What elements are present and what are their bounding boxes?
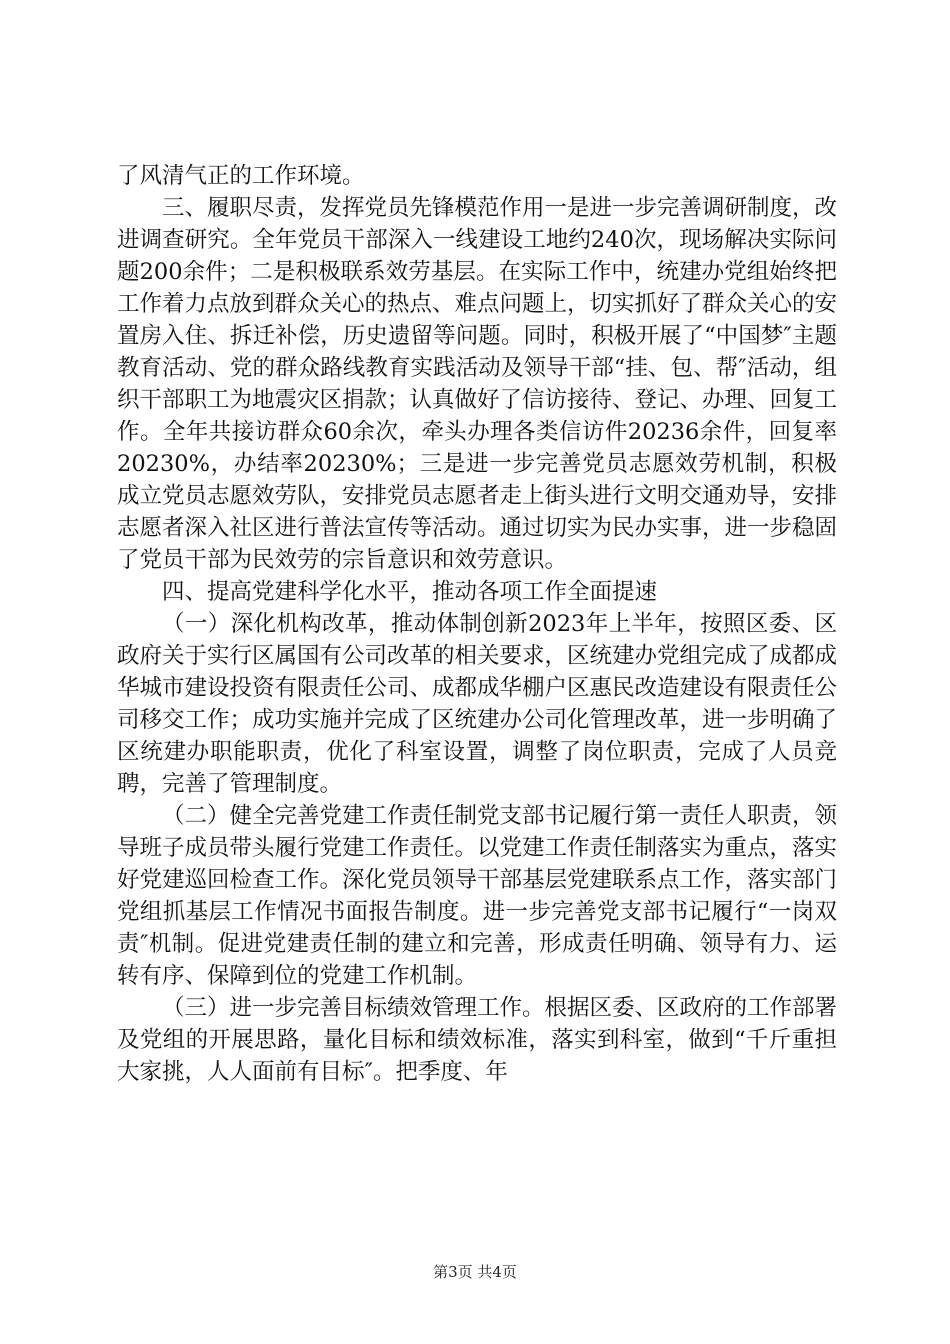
paragraph-subsection-1: （一）深化机构改革，推动体制创新2023年上半年，按照区委、区政府关于实行区属国有公司改革的相关要求，区统建办党组完成了成都成华城市建设投资有限责任公司、成都成华棚户区惠民改造建设有限责任公司移交工作；成功实施并完成了区统建办公司化管理改革，进一步明确了区统建办职能职责，优化了科室设置，调整了岗位职责，完成了人员竞聘，完善了管理制度。 <box>117 611 838 797</box>
page-number-footer: 第3页 共4页 <box>433 1263 517 1281</box>
paragraph-section-4-heading: 四、提高党建科学化水平，推动各项工作全面提速 <box>162 579 658 605</box>
paragraph-continuation: 了风清气正的工作环境。 <box>117 163 365 189</box>
paragraph-subsection-2: （二）健全完善党建工作责任制党支部书记履行第一责任人职责，领导班子成员带头履行党建工作责任。以党建工作责任制落实为重点，落实好党建巡回检查工作。深化党员领导干部基层党建联系点工作，落实部门党组抓基层工作情况书面报告制度。进一步完善党支部书记履行“一岗双责″机制。促进党建责任制的建立和完善，形成责任明确、领导有力、运转有序、保障到位的党建工作机制。 <box>117 803 838 989</box>
document-body <box>117 160 837 1088</box>
paragraph-section-3: 三、履职尽责，发挥党员先锋模范作用一是进一步完善调研制度，改进调查研究。全年党员干部深入一线建设工地约240次，现场解决实际问题200余件；二是积极联系效劳基层。在实际工作中，统建办党组始终把工作着力点放到群众关心的热点、难点问题上，切实抓好了群众关心的安置房入住、拆迁补偿，历史遗留等问题。同时，积极开展了“中国梦″主题教育活动、党的群众路线教育实践活动及领导干部“挂、包、帮″活动，组织干部职工为地震灾区捐款；认真做好了信访接待、登记、办理、回复工作。全年共接访群众60余次，牵头办理各类信访件20236余件，回复率20230%，办结率20230%；三是进一步完善党员志愿效劳机制，积极成立党员志愿效劳队，安排党员志愿者走上街头进行文明交通劝导，安排志愿者深入社区进行普法宣传等活动。通过切实为民办实事，进一步稳固了党员干部为民效劳的宗旨意识和效劳意识。 <box>117 195 838 573</box>
paragraph-subsection-3: （三）进一步完善目标绩效管理工作。根据区委、区政府的工作部署及党组的开展思路，量化目标和绩效标准，落实到科室，做到“千斤重担大家挑，人人面前有目标″。把季度、年 <box>117 995 838 1085</box>
